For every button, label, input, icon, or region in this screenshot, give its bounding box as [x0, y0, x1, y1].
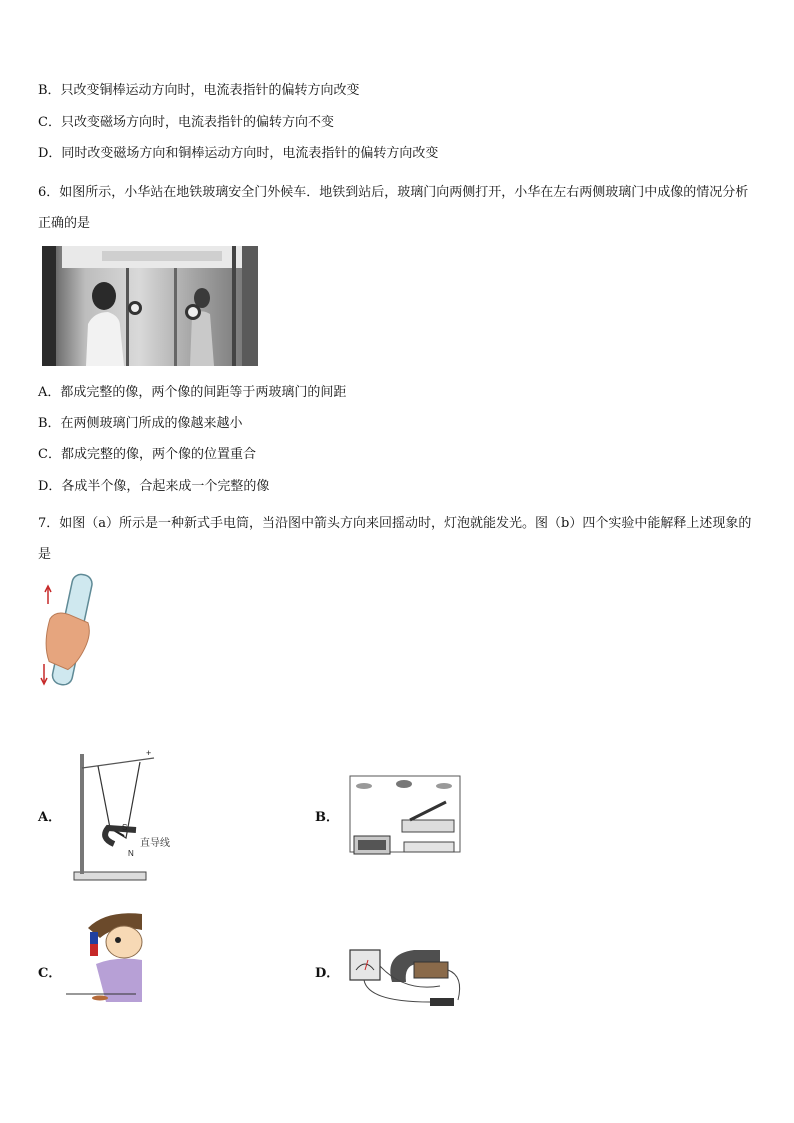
shake-flashlight-figure [36, 570, 112, 692]
option-q5-c: C．只改变磁场方向时，电流表指针的偏转方向不变 [38, 115, 334, 130]
wire-label: 直导线 [140, 838, 170, 849]
magnet-n-label: N [128, 849, 134, 858]
option-q7-d-label: D． [315, 966, 340, 981]
magnet-s-label: S [122, 823, 128, 832]
circuit-with-switch-apparatus [344, 770, 466, 860]
option-q6-d: D．各成半个像，合起来成一个完整的像 [38, 479, 270, 494]
person-with-magnet-figure [66, 910, 144, 1002]
photo-illustration [42, 246, 258, 366]
option-q6-b: B．在两侧玻璃门所成的像越来越小 [38, 416, 243, 431]
option-q6-a: A．都成完整的像，两个像的间距等于两玻璃门的间距 [38, 385, 347, 400]
galvanometer-and-magnet-apparatus [344, 936, 466, 1012]
option-q6-c: C．都成完整的像，两个像的位置重合 [38, 447, 256, 462]
option-q7-c-label: C． [38, 966, 62, 981]
question-7-stem: 7．如图（a）所示是一种新式手电筒，当沿图中箭头方向来回摇动时，灯泡就能发光。图（b）四个实验中能解释上述现象的是 [38, 516, 752, 562]
option-q7-b-label: B． [315, 810, 339, 825]
wire-in-magnet-apparatus [70, 748, 190, 884]
plus-label: + [146, 748, 152, 758]
subway-glass-door-photo [42, 246, 258, 366]
option-q7-a-label: A． [38, 810, 62, 825]
question-6-stem: 6．如图所示，小华站在地铁玻璃安全门外候车．地铁到站后，玻璃门向两侧打开，小华在左右两侧玻璃门中成像的情况分析正确的是 [38, 185, 749, 231]
option-q5-d: D．同时改变磁场方向和铜棒运动方向时，电流表指针的偏转方向改变 [38, 146, 439, 161]
option-q5-b: B．只改变铜棒运动方向时，电流表指针的偏转方向改变 [38, 83, 360, 98]
